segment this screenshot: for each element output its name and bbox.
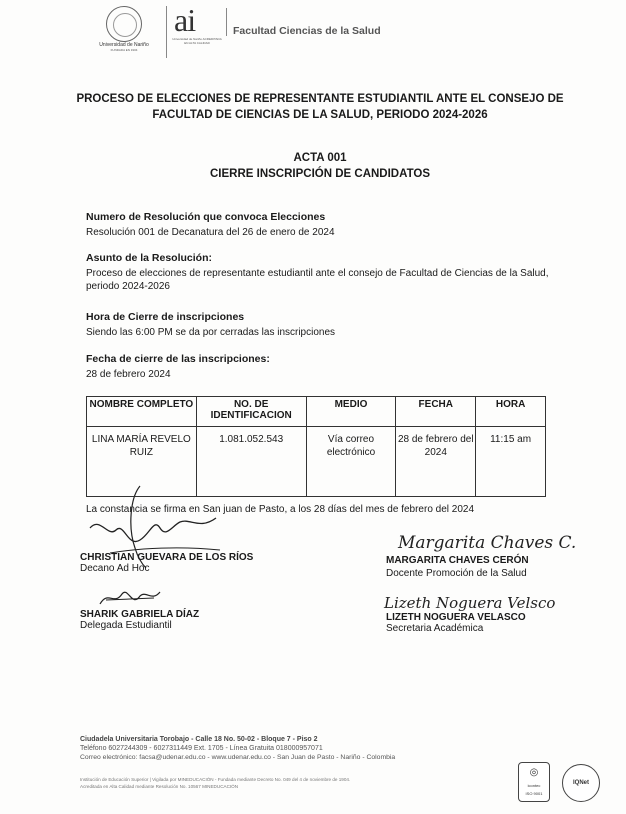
university-seal-icon <box>106 6 142 42</box>
table-header-row <box>87 397 546 427</box>
faculty-name: Facultad Ciencias de la Salud <box>233 25 381 37</box>
ai-logo-caption: Universidad de Nariño ACREDITADA EN ALTA CALIDAD <box>172 37 222 45</box>
table-cell: 28 de febrero del 2024 <box>396 427 476 497</box>
signer-role: Delegada Estudiantil <box>80 620 172 631</box>
signer-name: LIZETH NOGUERA VELASCO <box>386 612 526 623</box>
footer-legal: Institución de Educación Superior | Vigilada por MINEDUCACIÓN - Fundada mediante Decreto No. 049 del 4 de noviembre de 1904. <box>80 777 351 782</box>
document-title <box>60 91 580 123</box>
column-header: FECHA <box>396 397 476 427</box>
section-text: Proceso de elecciones de representante estudiantil ante el consejo de Facultad de Ciencias de la Salud, periodo 2024-2026 <box>86 268 549 292</box>
acta-subtitle: CIERRE INSCRIPCIÓN DE CANDIDATOS <box>209 168 430 180</box>
signer-role: Docente Promoción de la Salud <box>386 568 527 579</box>
signer-role: Decano Ad Hoc <box>80 563 150 574</box>
column-header: NO. DE IDENTIFICACION <box>196 397 306 427</box>
section-heading: Asunto de la Resolución: <box>86 252 213 264</box>
footer-address: Ciudadela Universitaria Torobajo - Calle 18 No. 50-02 - Bloque 7 - Piso 2 <box>80 736 318 743</box>
footer-phone: Teléfono 6027244309 - 6027311449 Ext. 1705 - Línea Gratuita 018000957071 <box>80 745 323 752</box>
title-line-2: FACULTAD DE CIENCIAS DE LA SALUD, PERIODO 2024-2026 <box>152 109 488 121</box>
section-text: Resolución 001 de Decanatura del 26 de enero de 2024 <box>86 227 335 238</box>
acta-number: ACTA 001 <box>293 152 347 164</box>
signature-margarita-icon <box>394 524 594 558</box>
header-divider-2 <box>226 8 227 36</box>
table-cell: 1.081.052.543 <box>196 427 306 497</box>
university-name: Universidad de Nariño <box>99 42 149 48</box>
signature-block <box>386 612 526 634</box>
icontec-certification-icon: ◎ icontec ISO 9001 <box>518 762 550 802</box>
section-heading: Numero de Resolución que convoca Elecciones <box>86 211 326 223</box>
signature-margarita-text: Margarita Chaves C. <box>398 533 577 553</box>
column-header: HORA <box>476 397 546 427</box>
section-heading: Fecha de cierre de las inscripciones: <box>86 353 270 365</box>
column-header: MEDIO <box>306 397 396 427</box>
signature-block <box>386 555 529 579</box>
table-cell: 11:15 am <box>476 427 546 497</box>
closing-statement: La constancia se firma en San juan de Pasto, a los 28 días del mes de febrero del 2024 <box>86 504 475 515</box>
iqnet-label: IQNet <box>572 780 589 786</box>
header-divider <box>166 6 167 58</box>
signature-lizeth-text: Lizeth Noguera Velsco <box>384 594 556 612</box>
signature-block <box>80 609 199 631</box>
signer-role: Secretaria Académica <box>386 623 484 634</box>
section-text: 28 de febrero 2024 <box>86 369 171 380</box>
signer-name: SHARIK GABRIELA DÍAZ <box>80 609 200 620</box>
university-founded: FUNDADA EN 1904 <box>110 48 138 52</box>
iqnet-certification-icon <box>562 764 600 802</box>
table-cell: LINA MARÍA REVELO RUIZ <box>87 427 197 497</box>
signature-block <box>80 552 253 574</box>
icontec-label: icontec <box>527 783 541 788</box>
footer-accreditation: Acreditada en Alta Calidad mediante Resolución No. 10567 MINEDUCACIÓN <box>80 784 239 789</box>
column-header: NOMBRE COMPLETO <box>87 397 197 427</box>
signer-name: MARGARITA CHAVES CERÓN <box>386 555 529 566</box>
title-line-1: PROCESO DE ELECCIONES DE REPRESENTANTE ESTUDIANTIL ANTE EL CONSEJO DE <box>76 93 564 105</box>
signature-sharik-icon <box>96 584 166 612</box>
section-text: Siendo las 6:00 PM se da por cerradas las inscripciones <box>86 327 336 338</box>
table-cell: Vía correo electrónico <box>306 427 396 497</box>
section-heading: Hora de Cierre de inscripciones <box>86 311 245 323</box>
footer-email: Correo electrónico: facsa@udenar.edu.co - www.udenar.edu.co - San Juan de Pasto - Nariño - Colombia <box>80 754 396 761</box>
ai-logo: ai <box>174 2 196 38</box>
icontec-iso-label: ISO 9001 <box>525 791 543 796</box>
signer-name: CHRISTIAN GUEVARA DE LOS RÍOS <box>80 552 254 563</box>
